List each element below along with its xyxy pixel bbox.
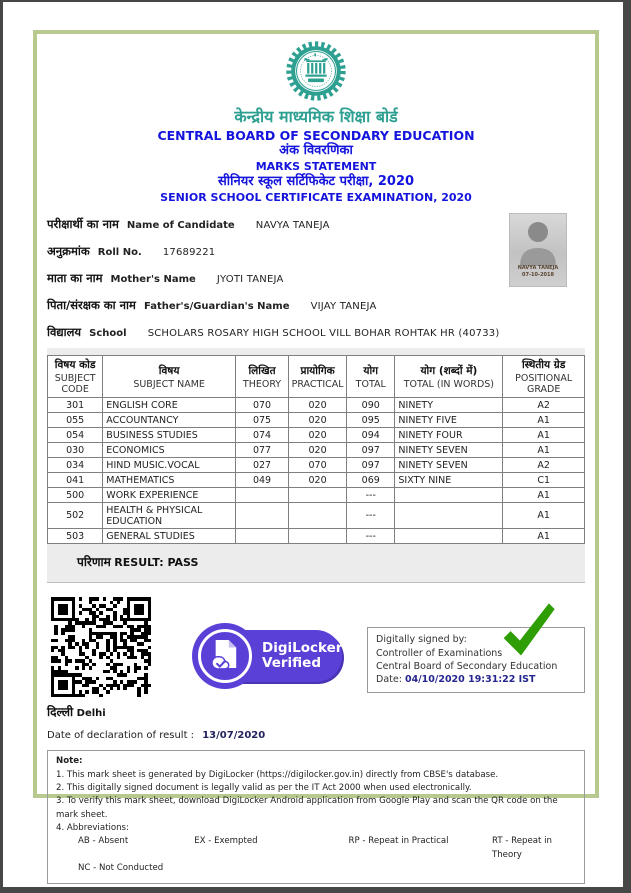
field-father-name: पिता/संरक्षक का नाम Father's/Guardian's Name VIJAY TANEJA bbox=[47, 298, 377, 313]
signature-line3: Central Board of Secondary Education bbox=[376, 660, 558, 672]
board-name-hindi: केन्द्रीय माध्यमिक शिक्षा बोर्ड bbox=[234, 107, 398, 127]
note-line-2: 2. This digitally signed document is legally valid as per the IT Act 2000 when used electronically. bbox=[56, 782, 472, 793]
table-row: 030 ECONOMICS 077 020 097 NINETY SEVEN A1 bbox=[48, 443, 585, 458]
father-name-value: VIJAY TANEJA bbox=[310, 301, 377, 313]
photo-date-overlay: 07-10-2018 bbox=[522, 271, 554, 278]
marks-table bbox=[47, 355, 585, 544]
digilocker-badge-line1: DigiLocker bbox=[262, 639, 343, 656]
note-line-3: 3. To verify this mark sheet, download DigiLocker Android application from Google Play and scan the QR code on the mark sheet. bbox=[56, 796, 558, 820]
qr-code bbox=[51, 597, 151, 697]
exam-title-english: SENIOR SCHOOL CERTIFICATE EXAMINATION, 2020 bbox=[160, 190, 472, 204]
table-header-row bbox=[48, 356, 585, 398]
digilocker-badge-circle bbox=[192, 623, 258, 689]
col-header-total-words: योग (शब्दों में) TOTAL (IN WORDS) bbox=[395, 356, 503, 398]
field-candidate-name: परीक्षार्थी का नाम Name of Candidate NAVYA TANEJA bbox=[47, 217, 330, 232]
marks-table-section bbox=[47, 348, 585, 583]
signature-date: Date: 04/10/2020 19:31:22 IST bbox=[376, 674, 536, 686]
photo-name-overlay: NAVYA TANEJA bbox=[517, 265, 559, 272]
note-line-4: 4. Abbreviations: bbox=[56, 822, 129, 833]
col-header-practical: प्रायोगिक PRACTICAL bbox=[289, 356, 347, 398]
field-mother-name: माता का नाम Mother's Name JYOTI TANEJA bbox=[47, 271, 284, 286]
abbreviations-row: AB - Absent EX - Exempted RP - Repeat in Practical RT - Repeat in Theory bbox=[78, 836, 552, 860]
field-school: विद्यालय School SCHOLARS ROSARY HIGH SCHOOL VILL BOHAR ROHTAK HR (40733) bbox=[47, 325, 500, 340]
table-row: 301 ENGLISH CORE 070 020 090 NINETY A2 bbox=[48, 398, 585, 413]
note-line-1: 1. This mark sheet is generated by DigiLocker (https://digilocker.gov.in) directly from CBSE's database. bbox=[56, 769, 499, 780]
col-header-theory: लिखित THEORY bbox=[235, 356, 288, 398]
table-row: 502 HEALTH & PHYSICAL EDUCATION --- A1 bbox=[48, 503, 585, 529]
cbse-emblem-icon bbox=[285, 40, 347, 102]
verification-section bbox=[47, 597, 585, 697]
signature-line2: Controller of Examinations bbox=[376, 647, 503, 659]
candidate-photo bbox=[509, 213, 567, 287]
declaration-date-line: Date of declaration of result : 13/07/2020 bbox=[47, 730, 266, 742]
table-row: 041 MATHEMATICS 049 020 069 SIXTY NINE C1 bbox=[48, 473, 585, 488]
digilocker-verified-badge bbox=[192, 623, 344, 689]
certificate-border bbox=[33, 30, 599, 873]
abbreviations-row-2: NC - Not Conducted bbox=[78, 862, 164, 873]
result-value: RESULT: PASS bbox=[114, 556, 199, 570]
place-label: दिल्ली Delhi bbox=[47, 705, 106, 720]
table-row: 034 HIND MUSIC.VOCAL 027 070 097 NINETY SEVEN A2 bbox=[48, 458, 585, 473]
result-label-hindi: परिणाम bbox=[77, 555, 111, 570]
document-cloud-check-icon bbox=[211, 638, 239, 674]
certificate-page bbox=[3, 2, 623, 887]
doc-title-hindi: अंक विवरणिका bbox=[279, 143, 353, 159]
table-row: 500 WORK EXPERIENCE --- A1 bbox=[48, 488, 585, 503]
doc-title-english: MARKS STATEMENT bbox=[255, 160, 377, 174]
col-header-subject-code: विषय कोड SUBJECT CODE bbox=[48, 356, 103, 398]
candidate-name-value: NAVYA TANEJA bbox=[255, 220, 330, 232]
exam-title-hindi: सीनियर स्कूल सर्टिफिकेट परीक्षा, 2020 bbox=[217, 173, 415, 189]
certificate-header bbox=[47, 38, 585, 204]
field-roll-no: अनुक्रमांक Roll No. 17689221 bbox=[47, 244, 216, 259]
col-header-subject-name: विषय SUBJECT NAME bbox=[103, 356, 236, 398]
declaration-date-value: 13/07/2020 bbox=[202, 730, 266, 742]
result-banner bbox=[47, 544, 585, 582]
digilocker-badge-line2: Verified bbox=[262, 655, 321, 672]
table-row: 503 GENERAL STUDIES --- A1 bbox=[48, 529, 585, 544]
note-box bbox=[47, 750, 585, 884]
mother-name-value: JYOTI TANEJA bbox=[216, 274, 284, 286]
signature-line1: Digitally signed by: bbox=[376, 634, 467, 646]
board-name-english: CENTRAL BOARD OF SECONDARY EDUCATION bbox=[157, 127, 475, 143]
table-row: 054 BUSINESS STUDIES 074 020 094 NINETY FOUR A1 bbox=[48, 428, 585, 443]
col-header-positional-grade: स्थितीय ग्रेड POSITIONAL GRADE bbox=[503, 356, 585, 398]
table-row: 055 ACCOUNTANCY 075 020 095 NINETY FIVE A1 bbox=[48, 413, 585, 428]
green-checkmark-icon bbox=[499, 599, 557, 661]
candidate-details bbox=[47, 213, 585, 340]
roll-no-value: 17689221 bbox=[162, 247, 216, 259]
school-value: SCHOLARS ROSARY HIGH SCHOOL VILL BOHAR ROHTAK HR (40733) bbox=[147, 328, 500, 340]
col-header-total: योग TOTAL bbox=[347, 356, 395, 398]
note-title: Note: bbox=[56, 756, 83, 767]
